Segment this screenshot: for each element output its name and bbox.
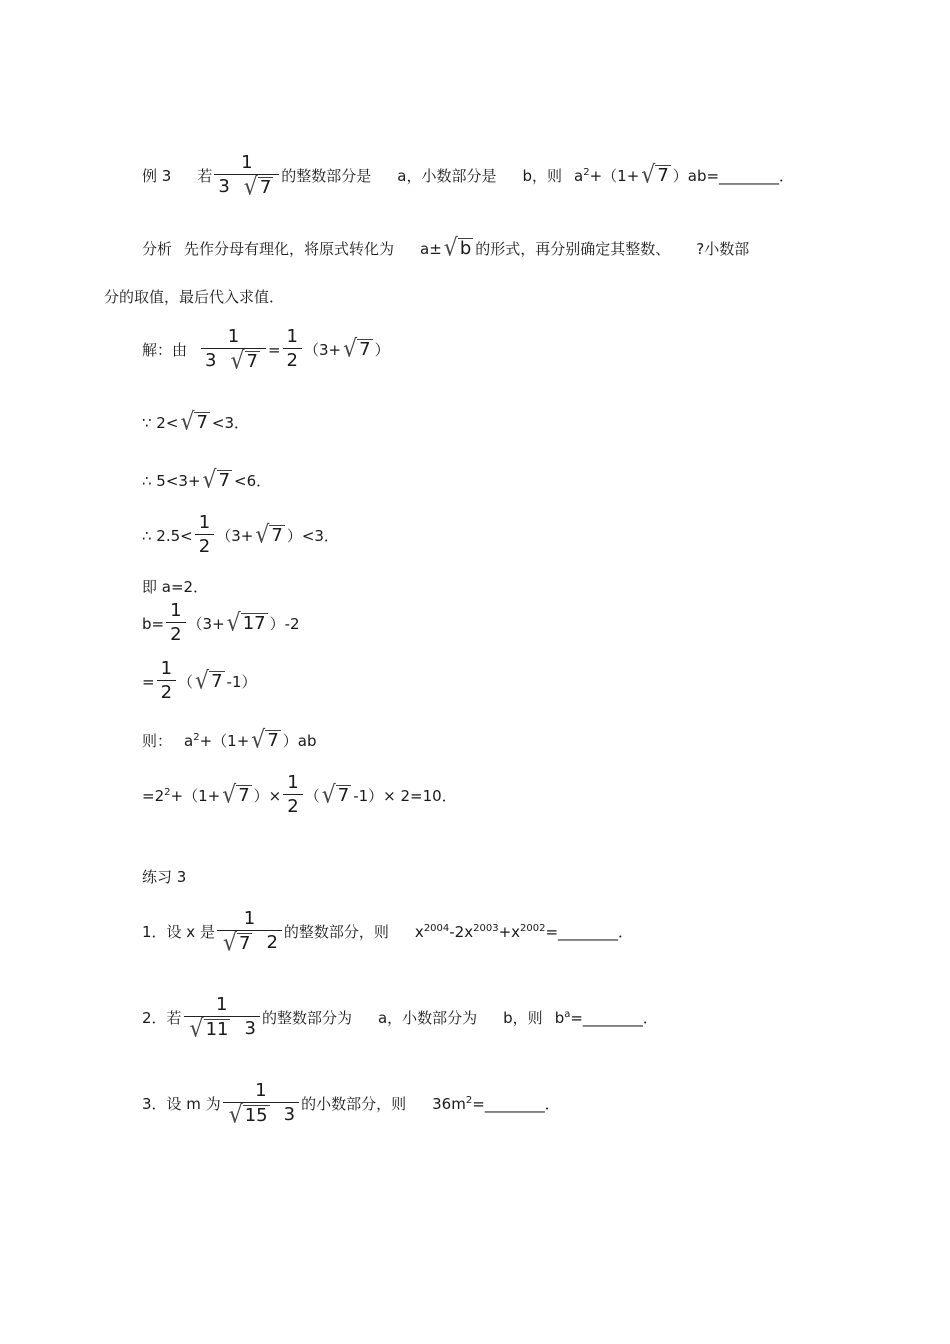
fraction-denominator: 2 (157, 680, 176, 705)
sqrt-symbol: √ 7 (255, 521, 283, 550)
fraction-denominator (201, 348, 266, 373)
therefore-text: ∴ 2.5< (142, 526, 193, 545)
denominator-term: 3 (244, 1018, 256, 1039)
inequality-end: ）<3． (286, 527, 339, 545)
final-result: -1）× 2=10． (353, 787, 457, 805)
denominator-term: 3 (218, 176, 230, 197)
term-x: -2x (449, 923, 474, 941)
q2-prefix: 2．若 (142, 1009, 182, 1027)
sqrt-symbol: √ 17 (226, 609, 266, 638)
denominator-term: 3 (205, 350, 217, 371)
solution-line6 (142, 600, 300, 647)
term-x: +x (498, 923, 521, 941)
paren-open: （ (304, 787, 320, 805)
fraction-denominator: 2 (166, 622, 185, 647)
solution-line4 (142, 512, 339, 559)
analysis-line (142, 234, 750, 263)
practice-q3 (142, 1080, 560, 1127)
times-sign: ）× (253, 787, 282, 805)
example-text: 的整数部分是 (281, 167, 372, 185)
solution-fraction (201, 326, 266, 373)
solution-line3 (142, 466, 272, 495)
sqrt-argument: 7 (657, 165, 669, 186)
sqrt-argument: 7 (196, 412, 208, 433)
sqrt-argument: 17 (242, 613, 266, 634)
paren-close: ）-2 (269, 615, 300, 633)
inequality-end: <6． (234, 472, 272, 490)
q1-text: 的整数部分，则 (283, 923, 389, 941)
equals-sign: = (267, 340, 281, 359)
q3-text: 的小数部分，则 (301, 1095, 407, 1113)
exponent: 2003 (473, 923, 499, 934)
half-fraction (283, 326, 302, 373)
a-squared (184, 732, 200, 750)
sqrt-symbol: √ 7 (202, 466, 231, 495)
sqrt-argument: 7 (267, 730, 279, 751)
analysis-label: 分析 (142, 240, 173, 258)
fraction-denominator (214, 174, 279, 199)
q1-prefix: 1．设 x 是 (142, 923, 215, 941)
solution-line8 (142, 726, 317, 755)
term-m: 36m (432, 1095, 466, 1113)
q1-fraction (217, 908, 282, 955)
then-label: 则： (142, 732, 173, 750)
base-b: b (554, 1009, 565, 1027)
sqrt-argument: 7 (337, 785, 350, 806)
result-a: 即 a=2． (142, 578, 209, 596)
fraction-numerator: 1 (170, 600, 182, 621)
practice-title (142, 866, 186, 887)
exponent: 2 (583, 166, 590, 178)
practice-q1 (142, 908, 633, 955)
fraction-numerator: 1 (241, 152, 253, 173)
solution-line2 (142, 408, 250, 437)
paren-close: -1） (226, 673, 257, 691)
sqrt-argument: 7 (218, 470, 231, 491)
q2-var-a: a，小数部分为 (377, 1009, 478, 1027)
fraction-denominator (223, 1102, 299, 1127)
paren-open: （3+ (303, 341, 342, 359)
exponent: 2 (465, 1095, 473, 1106)
fraction-numerator: 1 (287, 772, 299, 793)
example3-line (142, 152, 794, 199)
q1-expression (415, 921, 633, 942)
fraction-denominator (217, 930, 282, 955)
analysis-expr: a± (420, 239, 442, 258)
paren-close: ）ab (282, 732, 317, 750)
fraction-denominator (184, 1016, 260, 1041)
practice-title-text: 练习 3 (142, 868, 187, 886)
solution-line5 (142, 576, 208, 597)
sqrt-symbol: √ 7 (243, 173, 272, 201)
sqrt-argument: 15 (244, 1104, 268, 1126)
sqrt-symbol: √ 7 (195, 667, 223, 696)
b-equals: b= (142, 614, 165, 633)
example-a2 (574, 167, 590, 185)
paren-open: （ (178, 673, 194, 691)
equals-sign: = (142, 672, 155, 691)
q2-var-b: b，则 (503, 1009, 543, 1027)
base-a: a (574, 166, 584, 185)
example-var-b: b，则 (522, 167, 563, 185)
term-x: x (414, 923, 424, 941)
sqrt-symbol: √ 7 (251, 726, 279, 755)
q2-expression (555, 1007, 658, 1028)
example-plus: +（1+ (589, 167, 640, 185)
exponent: 2 (164, 786, 171, 798)
example-fraction (214, 152, 279, 199)
sqrt-symbol: √ 7 (321, 781, 350, 810)
fraction-numerator: 1 (160, 658, 173, 679)
fraction-numerator: 1 (255, 1080, 267, 1101)
inequality-end: <3． (211, 414, 250, 432)
analysis-text2: 的形式，再分别确定其整数、 (475, 240, 671, 258)
paren-open: +（1+ (170, 787, 221, 805)
solution-line1 (142, 326, 390, 373)
q3-fraction (223, 1080, 299, 1127)
sqrt-argument: 7 (271, 525, 283, 546)
practice-q2 (142, 994, 658, 1041)
q2-fraction (184, 994, 260, 1041)
exponent: 2004 (423, 923, 450, 934)
fraction-numerator: 1 (243, 908, 256, 929)
base-a: a (184, 731, 194, 750)
analysis-text-line2: 分的取值，最后代入求值． (104, 288, 285, 306)
fraction-denominator: 2 (195, 534, 214, 559)
analysis-text3: ?小数部 (696, 240, 750, 258)
solution-line7 (142, 658, 257, 705)
exponent: a (564, 1009, 571, 1020)
q2-text: 的整数部分为 (261, 1009, 352, 1027)
fraction-numerator: 1 (198, 512, 211, 533)
q1-blank: =________． (545, 923, 634, 941)
fraction-denominator: 2 (283, 794, 302, 819)
half-fraction (166, 600, 185, 647)
analysis-text1: 先作分母有理化，将原式转化为 (184, 240, 395, 258)
therefore-text: ∴ 5<3+ (142, 471, 201, 490)
sqrt-symbol: √ 7 (222, 781, 250, 810)
sqrt-symbol: √ 15 (228, 1101, 268, 1129)
q3-prefix: 3．设 m 为 (142, 1095, 221, 1113)
fraction-numerator: 1 (216, 994, 228, 1015)
sqrt-argument: 7 (239, 932, 251, 954)
analysis-line2 (104, 286, 284, 307)
sqrt-argument: 7 (238, 785, 250, 806)
fraction-denominator: 2 (283, 348, 302, 373)
denominator-term: 2 (266, 932, 278, 953)
fraction-numerator: 1 (227, 326, 240, 347)
q3-blank: =________． (472, 1095, 560, 1113)
sqrt-symbol: √ 7 (180, 408, 208, 437)
sqrt-argument: b (459, 238, 472, 259)
solution-line9 (142, 772, 457, 819)
q3-expression (432, 1093, 560, 1114)
sqrt-symbol: √ 7 (230, 347, 258, 375)
sqrt-symbol: √ b (443, 234, 472, 263)
half-fraction (283, 772, 302, 819)
q2-blank: =________． (570, 1009, 658, 1027)
sqrt-symbol: √ 7 (222, 929, 251, 957)
paren-open: （3+ (187, 615, 225, 633)
paren-open: （3+ (216, 527, 254, 545)
example-ruo: 若 (197, 167, 213, 185)
denominator-term: 3 (283, 1104, 296, 1125)
sqrt-argument: 7 (211, 671, 223, 692)
half-fraction (157, 658, 176, 705)
sqrt-symbol: √ 7 (343, 335, 371, 364)
example-close: ）ab=________． (672, 167, 795, 185)
base-two: =2 (142, 786, 165, 805)
paren-close: ） (374, 341, 390, 359)
example-label: 例 3 (142, 167, 172, 185)
exponent: 2002 (520, 923, 546, 934)
paren-open: +（1+ (199, 732, 250, 750)
exponent: 2 (193, 731, 200, 743)
sqrt-argument: 11 (205, 1018, 229, 1040)
solution-label: 解：由 (142, 341, 188, 359)
because-text: ∵ 2< (142, 413, 179, 432)
two-squared (142, 787, 171, 805)
sqrt-argument: 7 (246, 350, 258, 372)
sqrt-argument: 7 (259, 176, 272, 198)
sqrt-symbol: √ 7 (641, 161, 669, 190)
sqrt-symbol: √ 11 (189, 1015, 229, 1043)
fraction-numerator: 1 (286, 326, 298, 347)
sqrt-argument: 7 (359, 339, 371, 360)
example-var-a: a，小数部分是 (397, 167, 497, 185)
half-fraction (195, 512, 214, 559)
